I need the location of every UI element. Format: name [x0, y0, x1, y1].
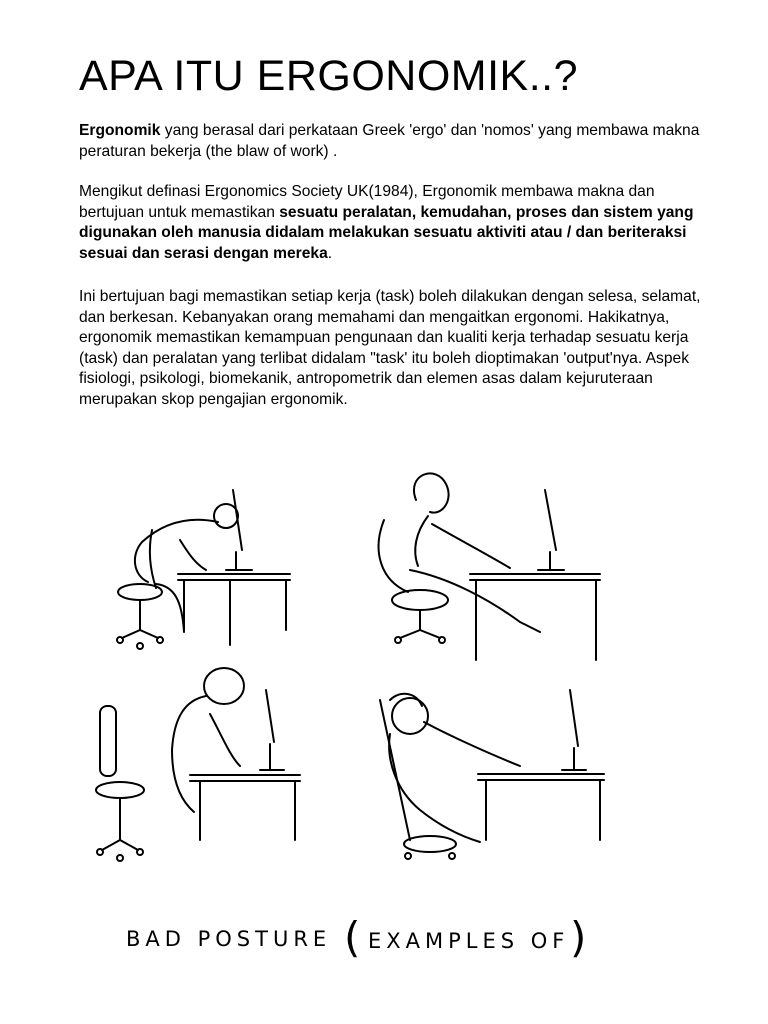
paragraph-purpose: Ini bertujuan bagi memastikan setiap kerja (task) boleh dilakukan dengan selesa, selamat, dan berkesan. Kebanyakan orang memahami dan mengaitkan ergonomi. Hakikatnya, ergonomik memastikan kemampuan pengunaan dan kualiti kerja terhadap sesuatu kerja (task) dan peralatan yang terlibat didalam "task' itu boleh dioptimakan 'output'nya. Aspek fisiologi, psikologi, biomekanik, antropometrik dan elemen asas dalam kejuruteraan merupakan skop pengajian ergonomik.	[79, 288, 701, 408]
sketch-head-forward	[96, 668, 300, 861]
paragraph-end-text: .	[327, 244, 333, 262]
caption-open-paren: (	[344, 920, 361, 962]
term-ergonomik: Ergonomik	[79, 122, 161, 139]
caption-close-paren: )	[570, 920, 587, 962]
illustration-caption	[122, 920, 622, 970]
paragraph-ergonomics-society	[79, 182, 719, 264]
paragraph-bold-text: sesuatu peralatan, kemudahan, proses dan sistem yang digunakan oleh manusia didalam melakukan sesuatu aktiviti atau / dan beriteraksi sesuai dan serasi dengan mereka	[79, 203, 694, 262]
sketch-reclined	[379, 473, 600, 660]
paragraph-definition	[79, 121, 719, 162]
sketch-slouched	[380, 690, 604, 859]
sketch-hunched-forward	[117, 490, 290, 649]
paragraph-definition-text: yang berasal dari perkataan Greek 'ergo' dan 'nomos' yang membawa makna peraturan bekerja (the blaw of work) .	[79, 122, 700, 160]
caption-examples-of: EXAMPLES OF	[368, 929, 570, 953]
bad-posture-illustration	[90, 460, 650, 880]
page-title: APA ITU ERGONOMIK..?	[79, 52, 579, 100]
caption-bad-posture: BAD POSTURE	[126, 927, 332, 951]
paragraph-intro-text: Mengikut definasi Ergonomics Society UK(1984), Ergonomik membawa makna dan bertujuan untuk memastikan	[79, 183, 655, 221]
